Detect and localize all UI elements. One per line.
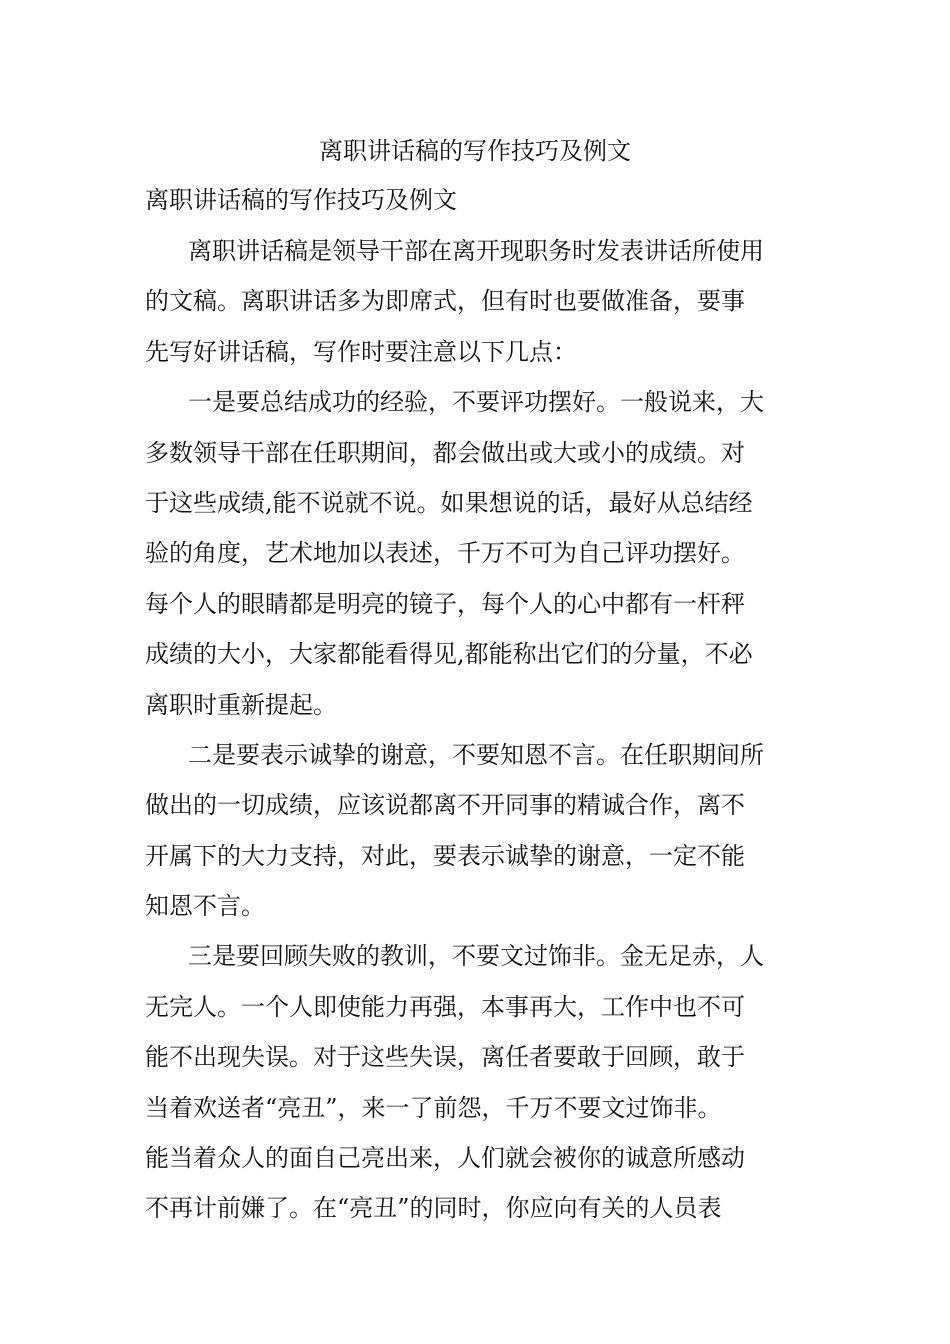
paragraph-line: 能不出现失误。对于这些失误，离任者要敢于回顾，敢于	[145, 1043, 745, 1072]
paragraph-line: 多数领导干部在任职期间，都会做出或大或小的成绩。对	[145, 438, 745, 467]
document-title: 离职讲话稿的写作技巧及例文	[319, 137, 631, 165]
paragraph-line: 做出的一切成绩，应该说都离不开同事的精诚合作，离不	[145, 791, 745, 820]
document-body	[145, 231, 810, 1239]
paragraph-line: 一是要总结成功的经验，不要评功摆好。一般说来，大	[188, 388, 764, 417]
paragraph-line: 开属下的大力支持，对此，要表示诚挚的谢意，一定不能	[145, 841, 745, 870]
paragraph-line: 每个人的眼睛都是明亮的镜子，每个人的心中都有一杆秤	[145, 589, 745, 618]
paragraph-line: 成绩的大小，大家都能看得见,都能称出它们的分量，不必	[145, 640, 753, 669]
paragraph-line: 验的角度，艺术地加以表述，千万不可为自己评功摆好。	[145, 539, 745, 568]
paragraph-line: 能当着众人的面自己亮出来，人们就会被你的诚意所感动	[145, 1144, 745, 1173]
paragraph-line: 二是要表示诚挚的谢意，不要知恩不言。在任职期间所	[188, 740, 764, 769]
paragraph-line: 离职时重新提起。	[145, 690, 337, 719]
paragraph-line: 于这些成绩,能不说就不说。如果想说的话，最好从总结经	[145, 488, 753, 517]
paragraph-line: 先写好讲话稿，写作时要注意以下几点：	[145, 337, 577, 366]
paragraph-line: 离职讲话稿是领导干部在离开现职务时发表讲话所使用	[188, 237, 764, 265]
paragraph-line: 的文稿。离职讲话多为即席式，但有时也要做准备，要事	[145, 287, 745, 316]
paragraph-line: 知恩不言。	[145, 892, 265, 921]
paragraph-line: 当着欢送者“亮丑”，来一了前怨，千万不要文过饰非。	[145, 1093, 722, 1122]
paragraph-line: 无完人。一个人即使能力再强，本事再大，工作中也不可	[145, 992, 745, 1021]
document-subtitle: 离职讲话稿的写作技巧及例文	[145, 186, 457, 214]
paragraph-line: 三是要回顾失败的教训，不要文过饰非。金无足赤，人	[188, 942, 764, 971]
paragraph-line: 不再计前嫌了。在“亮丑”的同时，你应向有关的人员表	[145, 1194, 722, 1223]
